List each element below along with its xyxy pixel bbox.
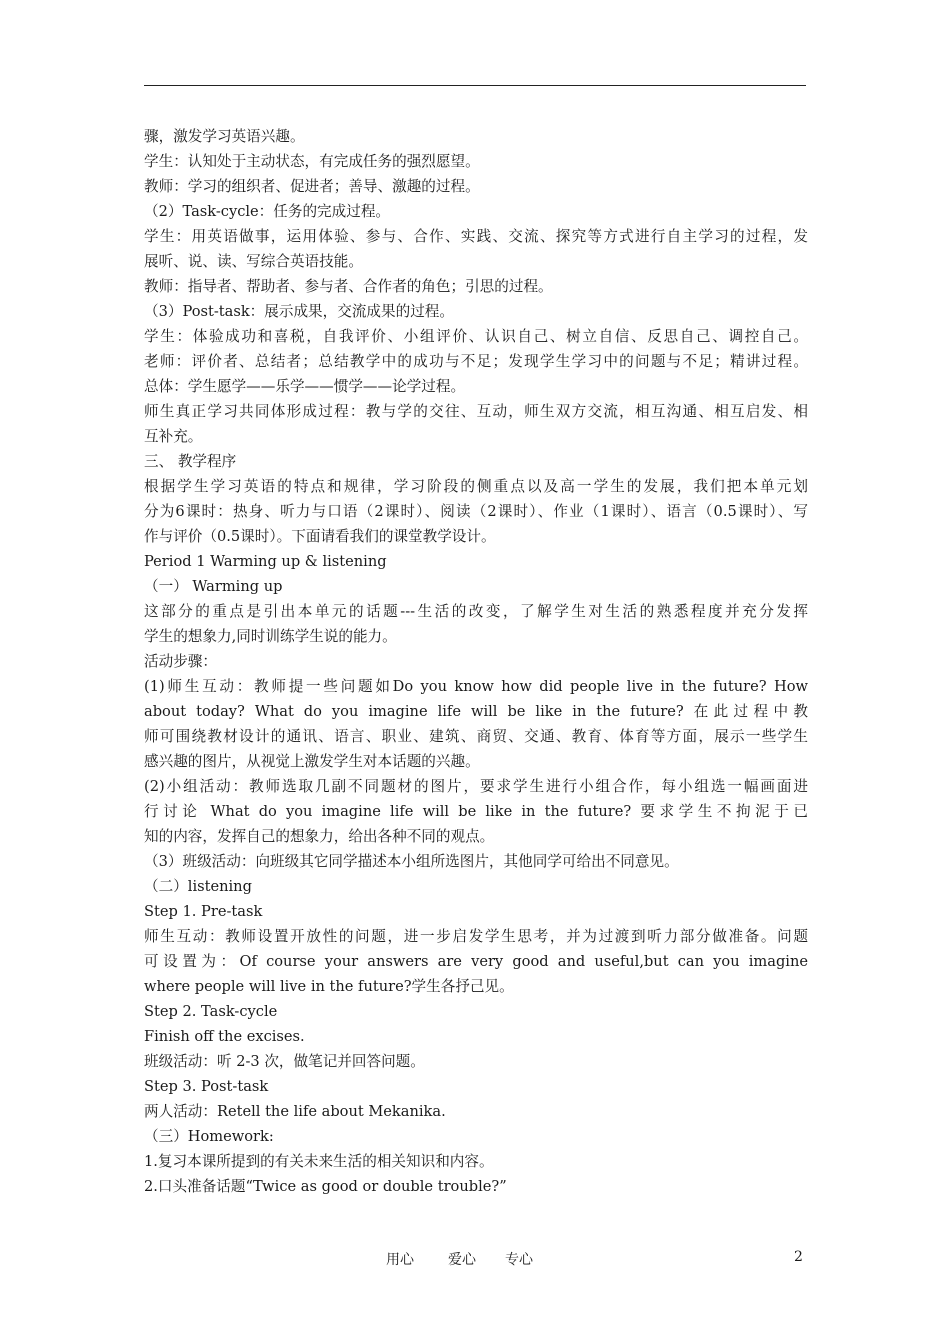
- page-number: 2: [794, 1249, 803, 1265]
- text-line: 可设置为：Of course your answers are very good and useful,but can you imagine: [144, 953, 808, 970]
- document-body: [144, 124, 808, 1199]
- footer-motto-2: 爱心: [448, 1252, 476, 1268]
- text-line: 1.复习本课所提到的有关未来生活的相关知识和内容。: [144, 1153, 494, 1170]
- text-line: 互补充。: [144, 428, 203, 445]
- text-line: Step 1. Pre-task: [144, 903, 263, 920]
- text-line: 学生的想象力,同时训练学生说的能力。: [144, 628, 397, 645]
- text-line: where people will live in the future?学生各抒己见。: [144, 978, 514, 995]
- text-line: 师生互动：教师设置开放性的问题，进一步启发学生思考，并为过渡到听力部分做准备。问题: [144, 928, 808, 945]
- text-line: 行讨论 What do you imagine life will be like in the future? 要求学生不拘泥于已: [144, 803, 808, 820]
- text-line: 感兴趣的图片，从视觉上激发学生对本话题的兴趣。: [144, 753, 480, 770]
- text-line: 学生：认知处于主动状态，有完成任务的强烈愿望。: [144, 153, 480, 170]
- text-line: （二）listening: [144, 878, 252, 895]
- text-line: 分为6课时：热身、听力与口语（2课时）、阅读（2课时）、作业（1课时）、语言（0.5课时）、写: [144, 503, 808, 520]
- text-line: 2.口头准备话题“Twice as good or double trouble?”: [144, 1178, 507, 1195]
- text-line: （一） Warming up: [144, 578, 283, 595]
- text-line: 学生：体验成功和喜税，自我评价、小组评价、认识自己、树立自信、反思自己、调控自己。: [144, 328, 808, 345]
- footer-motto-1: 用心: [386, 1252, 414, 1268]
- text-line: 这部分的重点是引出本单元的话题---生活的改变，了解学生对生活的熟悉程度并充分发挥: [144, 603, 808, 620]
- text-line: （3）班级活动：向班级其它同学描述本小组所选图片，其他同学可给出不同意见。: [144, 853, 679, 870]
- text-line: 总体：学生愿学——乐学——惯学——论学过程。: [144, 378, 466, 395]
- text-line: 知的内容，发挥自己的想象力，给出各种不同的观点。: [144, 828, 495, 845]
- text-line: 教师：学习的组织者、促进者；善导、激趣的过程。: [144, 178, 480, 195]
- text-line: Step 3. Post-task: [144, 1078, 269, 1095]
- text-line: 活动步骤：: [144, 653, 217, 670]
- text-line: 师可围绕教材设计的通讯、语言、职业、建筑、商贸、交通、教育、体育等方面，展示一些学生: [144, 728, 808, 745]
- text-line: 教师：指导者、帮助者、参与者、合作者的角色；引思的过程。: [144, 278, 553, 295]
- text-line: 两人活动：Retell the life about Mekanika.: [144, 1103, 446, 1120]
- footer-motto-3: 专心: [505, 1252, 533, 1268]
- text-line: (1)师生互动：教师提一些问题如Do you know how did people live in the future? How: [144, 678, 808, 695]
- text-line: 老师：评价者、总结者；总结教学中的成功与不足；发现学生学习中的问题与不足；精讲过程。: [144, 353, 808, 370]
- text-line: 作与评价（0.5课时）。下面请看我们的课堂教学设计。: [144, 528, 496, 545]
- text-line: 学生：用英语做事，运用体验、参与、合作、实践、交流、探究等方式进行自主学习的过程，发: [144, 228, 808, 245]
- text-line: 三、 教学程序: [144, 453, 237, 470]
- text-line: about today? What do you imagine life will be like in the future? 在此过程中教: [144, 703, 808, 720]
- text-line: 骤，激发学习英语兴趣。: [144, 128, 305, 145]
- text-line: Step 2. Task-cycle: [144, 1003, 278, 1020]
- text-line: 根据学生学习英语的特点和规律，学习阶段的侧重点以及高一学生的发展，我们把本单元划: [144, 478, 808, 495]
- page-footer: [0, 1249, 950, 1269]
- text-line: Period 1 Warming up & listening: [144, 553, 387, 570]
- header-rule: [144, 85, 806, 86]
- text-line: 师生真正学习共同体形成过程：教与学的交往、互动，师生双方交流，相互沟通、相互启发、相: [144, 403, 808, 420]
- text-line: Finish off the excises.: [144, 1028, 305, 1045]
- text-line: 展听、说、读、写综合英语技能。: [144, 253, 363, 270]
- text-line: （3）Post-task：展示成果，交流成果的过程。: [144, 303, 454, 320]
- text-line: （2）Task-cycle：任务的完成过程。: [144, 203, 391, 220]
- text-line: 班级活动：听 2-3 次，做笔记并回答问题。: [144, 1053, 425, 1070]
- text-line: （三）Homework:: [144, 1128, 274, 1145]
- text-line: (2)小组活动：教师选取几副不同题材的图片，要求学生进行小组合作，每小组选一幅画面进: [144, 778, 808, 795]
